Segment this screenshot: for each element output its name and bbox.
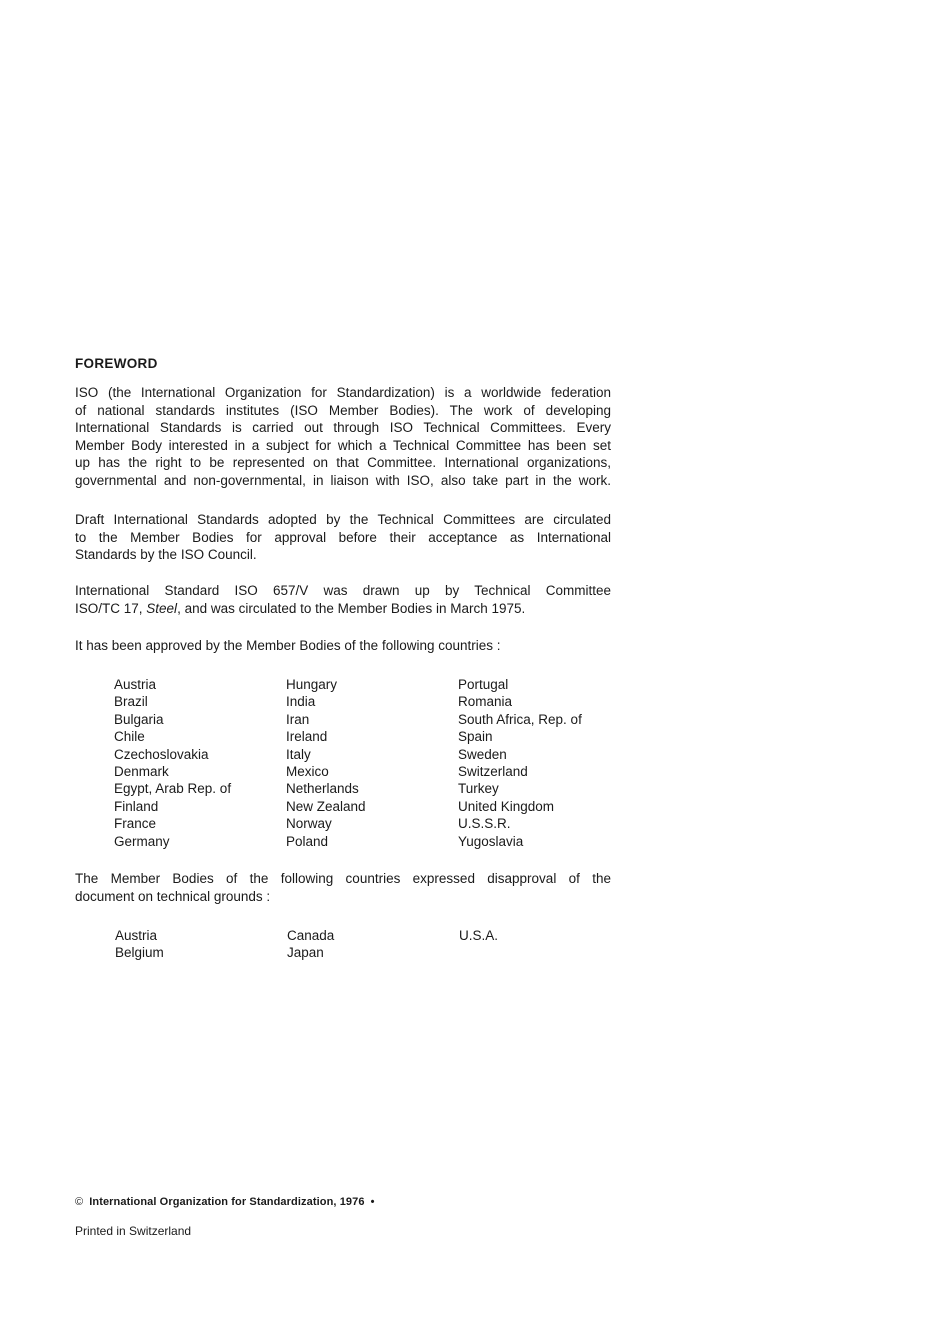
country-name: Iran: [286, 711, 310, 727]
country-name: United Kingdom: [458, 798, 555, 814]
country-name: Netherlands: [286, 781, 359, 797]
country-name: India: [286, 694, 316, 710]
foreword-paragraph-draft-standards: [75, 511, 611, 564]
country-name: Yugoslavia: [458, 833, 524, 849]
copyright-notice: [75, 1196, 375, 1208]
paragraph-line: of national standards institutes (ISO Member Bodies). The work of developing: [75, 402, 611, 418]
foreword-paragraph-iso-description: [75, 384, 611, 490]
country-name: Ireland: [286, 729, 328, 745]
country-name: Austria: [114, 677, 157, 692]
copyright-text: International Organization for Standardization, 1976: [89, 1196, 365, 1208]
paragraph-line: The Member Bodies of the following countries expressed disapproval of the: [75, 871, 611, 886]
country-name: Germany: [114, 833, 170, 849]
paragraph-line: to the Member Bodies for approval before their acceptance as International: [75, 529, 611, 545]
country-name: Spain: [458, 729, 493, 745]
paragraph-line: Member Body interested in a subject for which a Technical Committee has been set: [75, 437, 611, 453]
country-name: Norway: [286, 816, 332, 832]
foreword-paragraph-disapproval: [75, 870, 611, 905]
bullet-icon: •: [370, 1196, 375, 1208]
disapproving-countries-column-3: [459, 927, 498, 944]
approving-countries-column-1: [114, 676, 231, 850]
printed-location: Printed in Switzerland: [75, 1224, 192, 1238]
foreword-paragraph-standard-origin: [75, 582, 611, 617]
committee-text: ISO/TC 17,: [75, 600, 147, 616]
paragraph-line: up has the right to be represented on that Committee. International organizations,: [75, 455, 611, 471]
country-name: France: [114, 816, 157, 832]
country-name: Finland: [114, 798, 159, 814]
country-name: Switzerland: [458, 764, 528, 780]
approving-countries-column-2: [286, 676, 366, 850]
paragraph-line: Draft International Standards adopted by the Technical Committees are circulated: [75, 512, 611, 527]
country-name: U.S.A.: [459, 928, 499, 943]
country-name: U.S.S.R.: [458, 816, 511, 832]
paragraph-line: ISO (the International Organization for Standardization) is a worldwide federation: [75, 385, 611, 400]
country-name: Portugal: [458, 677, 509, 692]
paragraph-line: It has been approved by the Member Bodies of the following countries :: [75, 638, 501, 653]
country-name: Brazil: [114, 694, 148, 710]
foreword-heading: FOREWORD: [75, 356, 158, 371]
country-name: Bulgaria: [114, 711, 164, 727]
circulation-text: , and was circulated to the Member Bodies in March 1975.: [177, 600, 526, 616]
paragraph-line: governmental and non-governmental, in liaison with ISO, also take part in the work.: [75, 472, 611, 488]
country-name: Romania: [458, 694, 513, 710]
paragraph-line: International Standard ISO 657/V was drawn up by Technical Committee: [75, 583, 611, 598]
country-name: Sweden: [458, 746, 507, 762]
approving-countries-column-3: [458, 676, 582, 850]
committee-name-steel: Steel: [146, 600, 178, 616]
paragraph-line: document on technical grounds :: [75, 888, 271, 904]
country-name: Austria: [115, 928, 158, 943]
country-name: Hungary: [286, 677, 338, 692]
country-name: Denmark: [114, 764, 169, 780]
country-name: New Zealand: [286, 798, 366, 814]
copyright-icon: ©: [75, 1196, 84, 1208]
country-name: Belgium: [115, 945, 164, 961]
country-name: Canada: [287, 928, 335, 943]
country-name: Japan: [287, 945, 324, 961]
country-name: South Africa, Rep. of: [458, 711, 582, 727]
country-name: Czechoslovakia: [114, 746, 209, 762]
country-name: Chile: [114, 729, 145, 745]
country-name: Egypt, Arab Rep. of: [114, 781, 232, 797]
foreword-paragraph-approval: [75, 637, 611, 655]
disapproving-countries-column-2: [287, 927, 334, 962]
country-name: Poland: [286, 833, 329, 849]
disapproving-countries-column-1: [115, 927, 164, 962]
paragraph-line: [75, 600, 611, 618]
country-name: Italy: [286, 746, 311, 762]
country-name: Turkey: [458, 781, 499, 797]
country-name: Mexico: [286, 764, 329, 780]
paragraph-line: Standards by the ISO Council.: [75, 547, 257, 563]
paragraph-line: International Standards is carried out through ISO Technical Committees. Every: [75, 420, 611, 436]
